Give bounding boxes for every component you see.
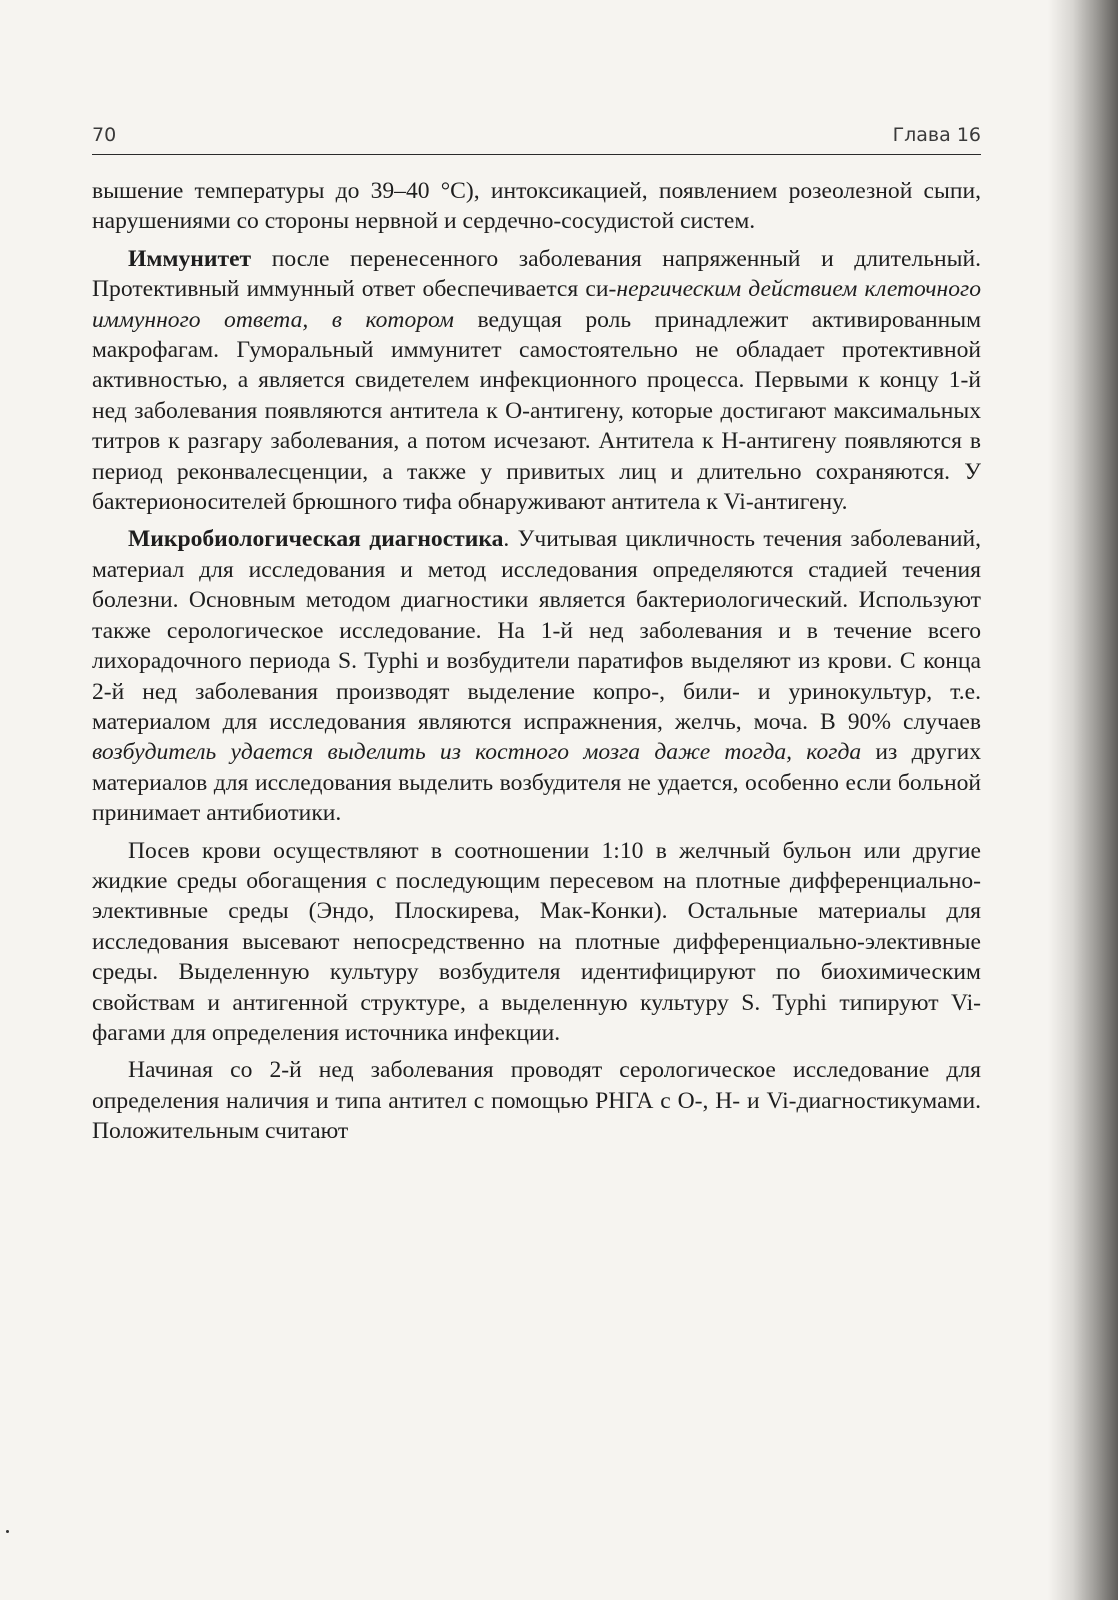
paragraph-text: Начиная со 2-й нед заболевания проводят серологическое исследование для определения наличия и типа антител с помощью РНГА с О-, Н- и Vi-диагностикумами. Положительным считают [92,1057,981,1145]
body-text [92,176,981,1154]
paragraph-text: Посев крови осуществляют в соотношении 1:10 в желчный бульон или другие жидкие среды обогащения с последующим пересевом на плотные дифференциально-элективные среды (Эндо, Плоскирева, Мак-Конки). Остальные материалы для исследования высевают непосредственно на плотные дифференциально-элективные среды. Выделенную культуру возбудителя идентифицируют по биохимическим свойствам и антигенной структуре, а выделенную культуру S. Typhi типируют Vi-фагами для определения источника инфекции. [92,837,981,1046]
page-number: 70 [92,124,117,146]
paragraph-symptoms [92,176,981,237]
paragraph-text: из других материалов для исследования выделить возбудителя не удается, особенно если больной принимает антибиотики. [92,739,981,827]
paragraph-blood-culture [92,836,981,1049]
scan-speck [6,1530,9,1533]
chapter-title: Глава 16 [892,124,981,146]
paragraph-text: после перенесенного заболевания напряженный и длительный. Протективный иммунный ответ обеспечивается си- [92,245,981,303]
paragraph-serology [92,1055,981,1146]
paragraph-text: ведущая роль принадлежит активированным макрофагам. Гуморальный иммунитет самостоятельно не обладает протективной активностью, а является свидетелем инфекционного процесса. Первыми к концу 1-й нед заболевания появляются антитела к О-антигену, которые достигают максимальных титров к разгару заболевания, а потом исчезают. Антитела к Н-антигену появляются в период реконвалесценции, а также у привитых лиц и длительно сохраняются. У бактерионосителей брюшного тифа обнаруживают антитела к Vi-антигену. [92,306,982,516]
paragraph-text: вышение температуры до 39–40 °C), интоксикацией, появлением розеолезной сыпи, нарушениями со стороны нервной и сердечно-сосудистой систем. [92,178,981,235]
italic-text: нергическим действием клеточного иммунного ответа, в котором [92,276,981,333]
paragraph-diagnostics [92,524,981,828]
term-immunity: Иммунитет [128,245,252,272]
italic-text: возбудитель удается выделить из костного мозга даже тогда, когда [92,739,862,766]
paragraph-text: . Учитывая цикличность течения заболеваний, материал для исследования и метод исследования определяются стадией течения болезни. Основным методом диагностики является бактериологический. Используют также серологическое исследование. На 1-й нед заболевания и в течение всего лихорадочного периода S. Typhi и возбудители паратифов выделяют из крови. С конца 2-й нед заболевания производят выделение копро-, били- и уринокультур, т.е. материалом для исследования являются испражнения, желчь, моча. В 90% случаев [92,526,981,735]
running-header [92,124,981,155]
term-diagnostics: Микробиологическая диагностика [128,526,504,553]
book-binding-shadow [1048,0,1118,1600]
paragraph-immunity [92,244,981,518]
